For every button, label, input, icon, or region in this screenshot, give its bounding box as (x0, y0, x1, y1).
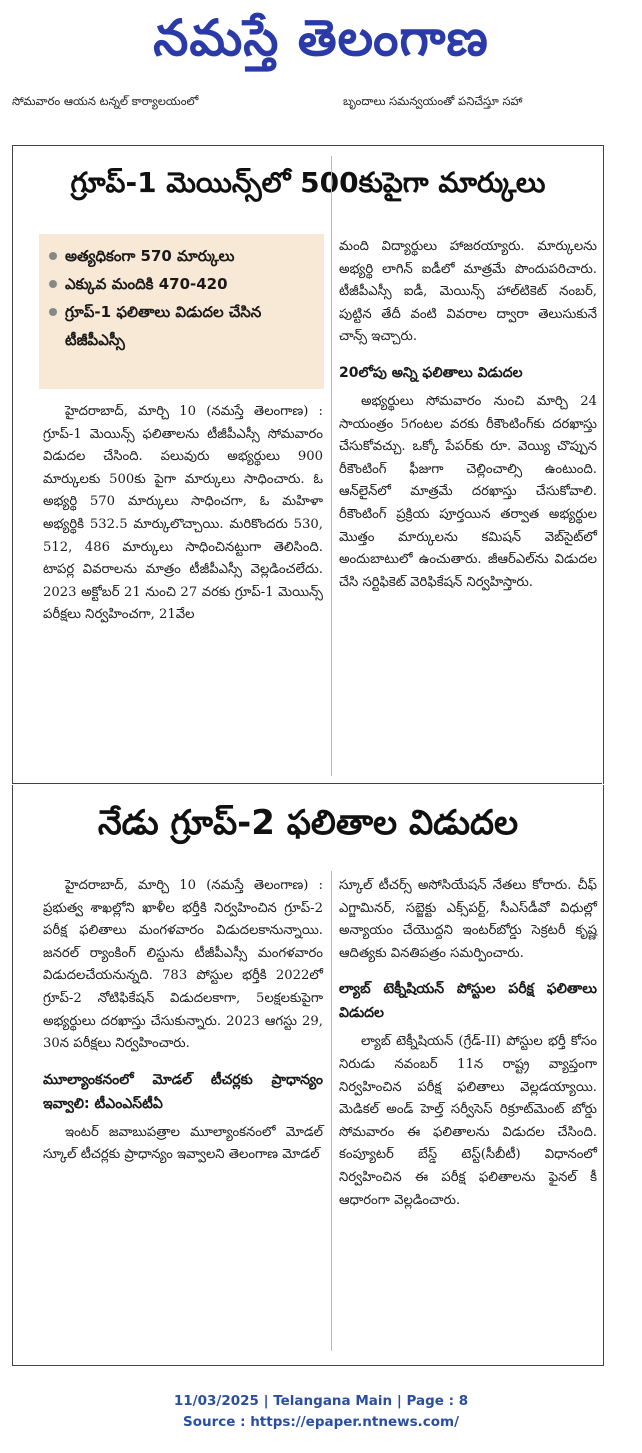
story2-right-body: స్కూల్ టీచర్స్ అసోసియేషన్ నేతలు కోరారు. చీఫ్ ఎగ్జామినర్, సబ్జెక్టు ఎక్స్‌పర్ట్, సీఎస్‌డీవో విధుల్లో అన్యాయం చేయొద్దని ఇంటర్‌బోర్డు సెక్రటరీ కృష్ణ ఆదిత్యకు వినతిపత్రం సమర్పించారు. (339, 878, 597, 961)
story2-left-body: హైదరాబాద్, మార్చి 10 (నమస్తే తెలంగాణ) : ప్రభుత్వ శాఖల్లోని ఖాళీల భర్తీకి నిర్వహించిన గ్రూప్-2 పరీక్ష ఫలితాలు మంగళవారం విడుదలకానున్నాయి. జనరల్ ర్యాంకింగ్ లిస్టును టీజీపీఎస్సీ మంగళవారం విడుదలచేయనున్నది. 783 పోస్టుల భర్తీకి 2022లో గ్రూప్-2 నోటిఫికేషన్ విడుదలకాగా, 5లక్షలకుపైగా అభ్యర్థులు దరఖాస్తు చేసుకున్నారు. 2023 ఆగస్టు 29, 30న పరీక్షలు నిర్వహించారు. (43, 878, 323, 1052)
highlight-item: ఎక్కువ మందికి 470-420 (45, 270, 318, 298)
masthead (0, 0, 642, 92)
column-divider (331, 156, 332, 776)
highlight-item: అత్యధికంగా 570 మార్కులు (45, 242, 318, 270)
story-group2-panel (12, 785, 604, 1366)
story2-left-column (43, 875, 323, 1167)
story2-right-body2: ల్యాబ్ టెక్నీషియన్ (గ్రేడ్-II) పోస్టుల భర్తీ కోసం నిరుడు నవంబర్ 11న రాష్ట్ర వ్యాప్తంగా నిర్వహించిన పరీక్ష ఫలితాలు వెల్లడయ్యాయి. మెడికల్ అండ్ హెల్త్ సర్వీసెస్ రిక్రూట్‌మెంట్ బోర్డు సోమవారం ఈ ఫలితాలను విడుదల చేసింది. కంప్యూటర్ బేస్డ్ టెస్ట్(సీబీటీ) విధానంలో నిర్వహించిన ఈ పరీక్ష ఫలితాలను ఫైనల్ కీ ఆధారంగా వెల్లడించారు. (339, 1034, 597, 1208)
footer-source[interactable]: Source : https://epaper.ntnews.com/ (182, 1414, 460, 1430)
section-divider (12, 783, 602, 784)
story2-right-column (339, 875, 597, 1212)
masthead-title: నమస్తే తెలంగాణ (153, 9, 489, 67)
story1-right-body2: అభ్యర్థులు సోమవారం నుంచి మార్చి 24 సాయంత్రం 5గంటల వరకు రీకౌంటింగ్‌కు దరఖాస్తు చేసుకోవచ్చు. ఒక్కో పేపర్‌కు రూ. వెయ్యి చొప్పున రీకౌంటింగ్ ఫీజుగా చెల్లించాల్సి ఉంటుంది. ఆన్‌లైన్‌లో మాత్రమే దరఖాస్తు చేసుకోవాలి. రీకౌంటింగ్ ప్రక్రియ పూర్తయిన తర్వాత అభ్యర్థుల మొత్తం మార్కులను కమిషన్ వెబ్‌సైట్‌లో అందుబాటులో ఉంచుతారు. జీఆర్ఎల్‌ను విడుదల చేసి సర్టిఫికెట్ వెరిఫికేషన్ నిర్వహిస్తారు. (339, 393, 597, 590)
story2-left-body2: ఇంటర్ జవాబుపత్రాల మూల్యాంకనంలో మోడల్ స్కూల్ టీచర్లకు ప్రాధాన్యం ఇవ్వాలని తెలంగాణ మోడల్ (43, 1124, 323, 1163)
story2-headline: నేడు గ్రూప్-2 ఫలితాల విడుదల (97, 803, 519, 843)
story1-left-body: హైదరాబాద్, మార్చి 10 (నమస్తే తెలంగాణ) : గ్రూప్-1 మెయిన్స్ ఫలితాలను టీజీపీఎస్సీ సోమవారం విడుదల చేసింది. పలువురు అభ్యర్థులు 900 మార్కులకు 500కు పైగా మార్కులు సాధించారు. ఓ అభ్యర్థి 570 మార్కులు సాధించగా, ఓ మహిళా అభ్యర్థికి 532.5 మార్కులొచ్చాయి. మరికొందరు 530, 512, 486 మార్కులు సాధించినట్టుగా తెలిసింది. టాపర్ల వివరాలను మాత్రం టీజీపీఎస్సీ వెల్లడించలేదు. 2023 అక్టోబర్ 21 నుంచి 27 వరకు గ్రూప్-1 మెయిన్స్ పరీక్షలు నిర్వహించగా, 21వేల (43, 404, 323, 623)
bullet-icon (49, 280, 57, 288)
story1-headline: గ్రూప్-1 మెయిన్స్‌లో 500కుపైగా మార్కులు (70, 166, 546, 199)
story1-left-column (43, 401, 323, 627)
bullet-icon (49, 252, 57, 260)
story2-left-subhead: మూల్యాంకనంలో మోడల్ టీచర్లకు ప్రాధాన్యం ఇవ్వాలి: టీఎంఎస్‌టీఏ (43, 1071, 323, 1112)
story2-right-subhead: ల్యాబ్ టెక్నీషియన్ పోస్టుల పరీక్ష ఫలితాలు విడుదల (339, 981, 597, 1022)
story1-subhead: 20లోపు అన్ని ఫలితాలు విడుదల (339, 364, 523, 381)
story1-highlight-box (39, 234, 324, 389)
story1-right-body: మంది విద్యార్థులు హాజరయ్యారు. మార్కులను అభ్యర్థి లాగిన్ ఐడీలో మాత్రమే పొందుపరిచారు. టీజీపీఎస్సీ ఐడీ, మెయిన్స్ హాల్‌టికెట్ నంబర్, పుట్టిన తేదీ వంటి వివరాల ద్వారా తెలుసుకునే చాన్స్ ఇచ్చారు. (339, 239, 597, 345)
story1-right-column (339, 236, 597, 594)
story-group1-panel (12, 145, 604, 784)
highlight-item: గ్రూప్-1 ఫలితాలు విడుదల చేసిన టీజీపీఎస్సీ (45, 298, 318, 354)
column-divider (331, 871, 332, 1351)
top-strip-right: బృందాలు సమన్వయంతో పనిచేస్తూ సహా (343, 94, 523, 108)
top-strip-left: సోమవారం ఆయన టన్నల్ కార్యాలయంలో (12, 94, 199, 108)
bullet-icon (49, 308, 57, 316)
footer-dateline: 11/03/2025 | Telangana Main | Page : 8 (173, 1393, 469, 1409)
